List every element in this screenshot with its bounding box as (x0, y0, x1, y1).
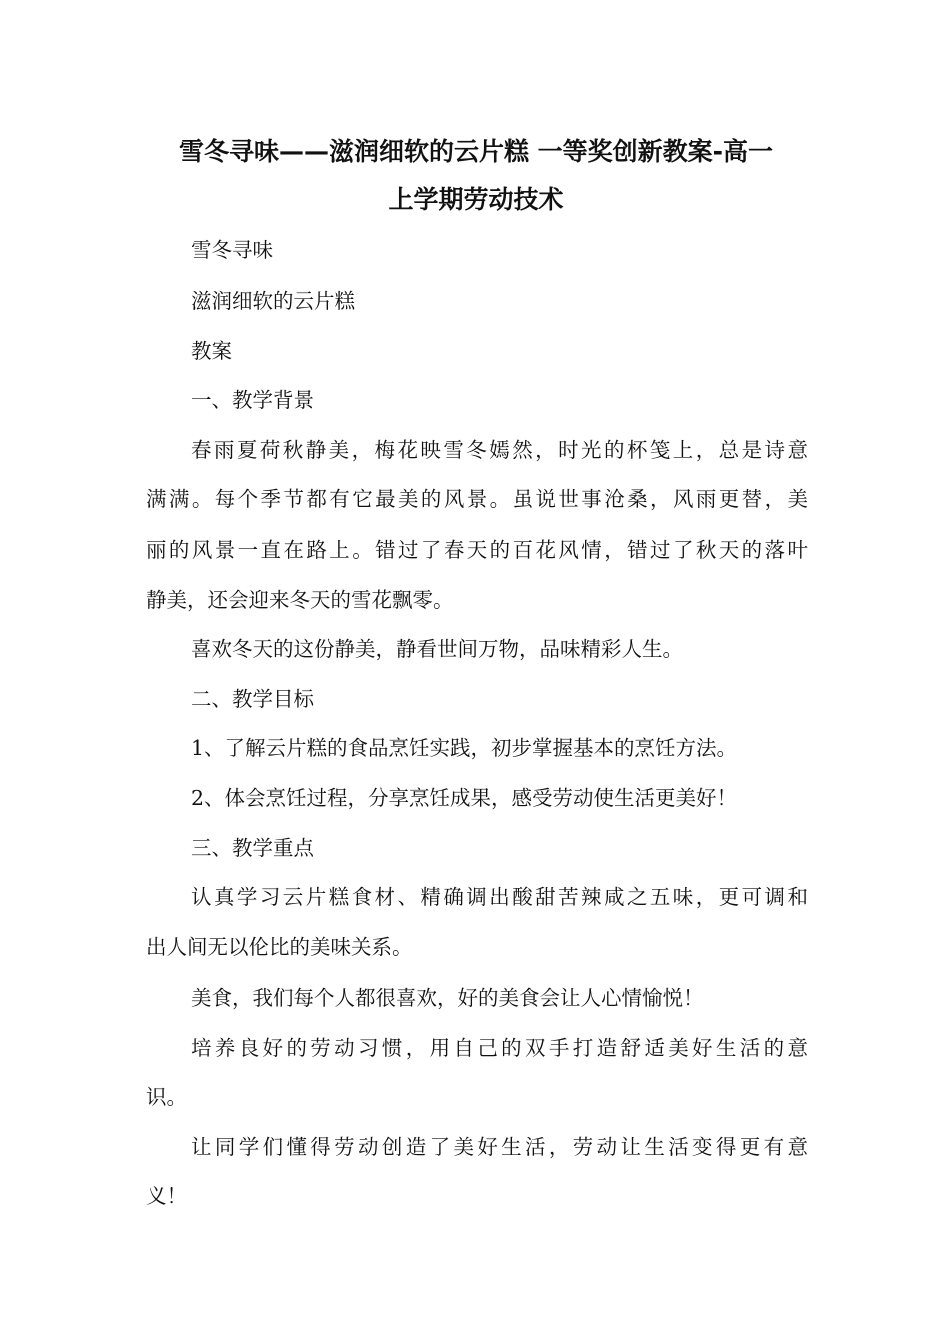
paragraph-line: 丽的风景一直在路上。错过了春天的百花风情，错过了秋天的落叶 (146, 538, 808, 562)
paragraph-line: 静美，还会迎来冬天的雪花飘零。 (146, 588, 454, 612)
subtitle-line: 滋润细软的云片糕 (191, 289, 355, 313)
paragraph-line: 义！ (146, 1184, 187, 1208)
section-heading: 二、教学目标 (191, 687, 314, 711)
subtitle-line: 雪冬寻味 (191, 238, 273, 262)
paragraph-line: 美食，我们每个人都很喜欢，好的美食会让人心情愉悦！ (191, 986, 704, 1010)
paragraph-line: 满满。每个季节都有它最美的风景。虽说世事沧桑，风雨更替，美 (146, 487, 808, 511)
list-item: 1、了解云片糕的食品烹饪实践，初步掌握基本的烹饪方法。 (191, 736, 738, 760)
paragraph-line: 出人间无以伦比的美味关系。 (146, 935, 413, 959)
paragraph-line: 识。 (146, 1085, 187, 1109)
paragraph-line: 春雨夏荷秋静美，梅花映雪冬嫣然，时光的杯笺上，总是诗意 (191, 438, 808, 462)
document-title-line-1: 雪冬寻味——滋润细软的云片糕 一等奖创新教案-高一 (178, 137, 774, 166)
paragraph-line: 让同学们懂得劳动创造了美好生活，劳动让生活变得更有意 (191, 1135, 808, 1159)
subtitle-line: 教案 (191, 339, 232, 363)
section-heading: 三、教学重点 (191, 836, 314, 860)
paragraph-line: 培养良好的劳动习惯，用自己的双手打造舒适美好生活的意 (191, 1036, 808, 1060)
document-title-line-2: 上学期劳动技术 (388, 185, 564, 214)
section-heading: 一、教学背景 (191, 388, 314, 412)
paragraph-line: 认真学习云片糕食材、精确调出酸甜苦辣咸之五味，更可调和 (191, 885, 808, 909)
paragraph-line: 喜欢冬天的这份静美，静看世间万物，品味精彩人生。 (191, 637, 683, 661)
list-item: 2、体会烹饪过程，分享烹饪成果，感受劳动使生活更美好！ (191, 786, 738, 810)
